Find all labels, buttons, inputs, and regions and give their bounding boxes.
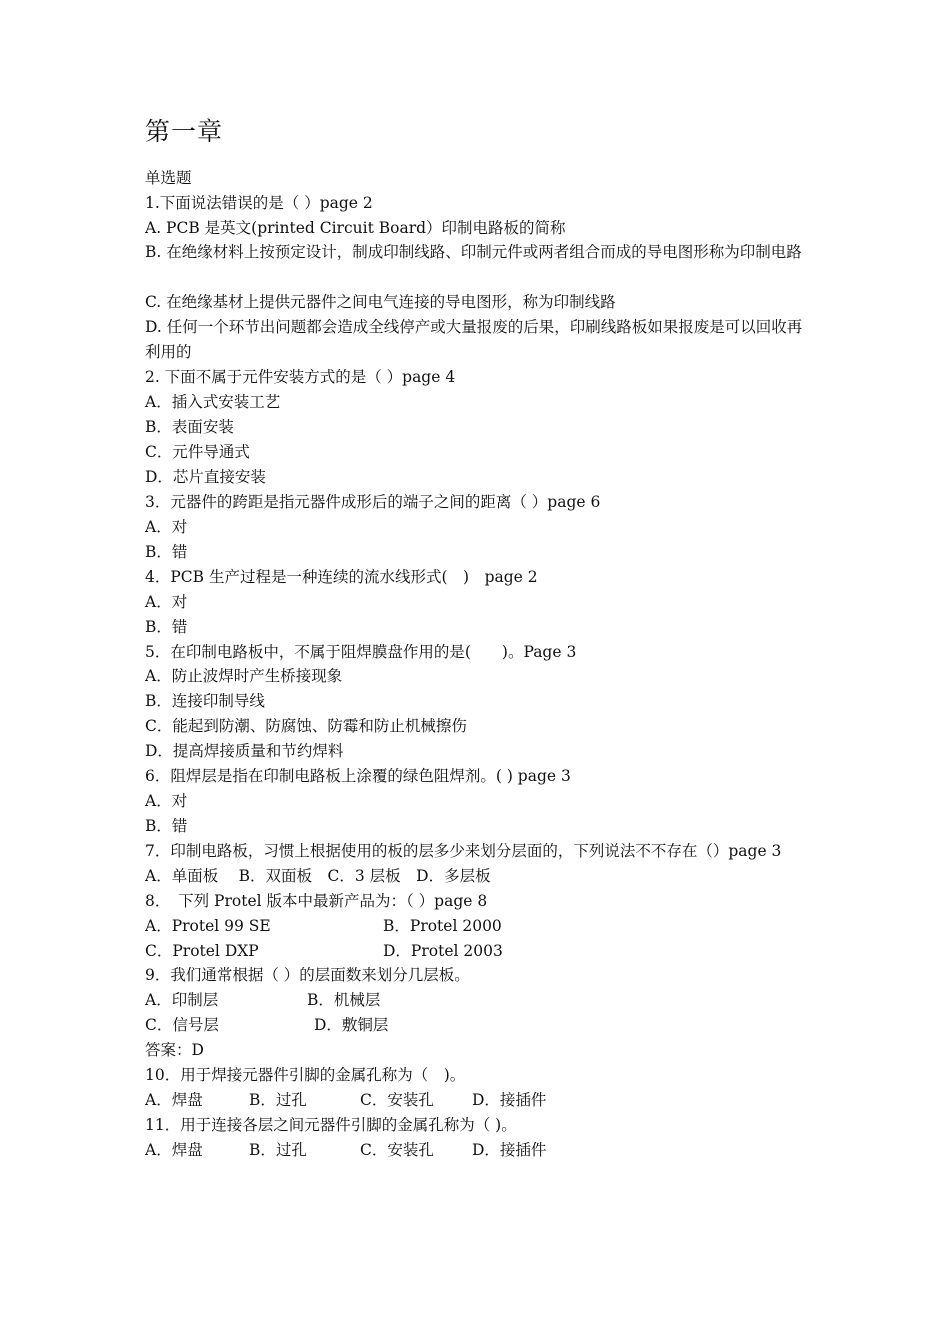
question-stem: 4．PCB 生产过程是一种连续的流水线形式( ) page 2 [145,568,538,586]
option: A．对 [145,792,188,810]
question-stem: 3．元器件的跨距是指元器件成形后的端子之间的距离（ ）page 6 [145,493,601,511]
question-stem: 1.下面说法错误的是（ ）page 2 [145,194,373,212]
option: B．错 [145,618,188,636]
option: B．连接印制导线 [145,692,265,710]
option: B．错 [145,817,188,835]
option: A．印制层 [145,991,219,1009]
option: C．Protel DXP [145,942,259,960]
option: D．接插件 [472,1141,547,1159]
question-stem: 7．印制电路板，习惯上根据使用的板的层多少来划分层面的，下列说法不不存在（）page 3 [145,842,782,860]
option: B．表面安装 [145,418,234,436]
option: B．过孔 [249,1091,307,1109]
chapter-title: 第一章 [145,117,224,146]
option: D．敷铜层 [314,1016,389,1034]
option: B．Protel 2000 [383,917,502,935]
question-stem: 5．在印制电路板中，不属于阻焊膜盘作用的是( )。Page 3 [145,643,577,661]
options-line: A．单面板 B．双面板 C．3 层板 D．多层板 [145,867,491,885]
option: B．过孔 [249,1141,307,1159]
option: A．对 [145,518,188,536]
option: D．提高焊接质量和节约焊料 [145,742,344,760]
option: A．焊盘 [145,1091,203,1109]
option: D．芯片直接安装 [145,468,266,486]
option: B．机械层 [307,991,381,1009]
option: A．对 [145,593,188,611]
option: C. 在绝缘基材上提供元器件之间电气连接的导电图形，称为印制线路 [145,293,616,311]
question-stem: 10．用于焊接元器件引脚的金属孔称为（ )。 [145,1066,466,1084]
section-label: 单选题 [145,169,192,187]
question-stem: 2. 下面不属于元件安装方式的是（ ）page 4 [145,368,456,386]
answer-line: 答案：D [145,1041,204,1059]
question-stem: 11．用于连接各层之间元器件引脚的金属孔称为（ )。 [145,1116,517,1134]
option: A．Protel 99 SE [145,917,271,935]
option: A．防止波焊时产生桥接现象 [145,667,343,685]
option: D．接插件 [472,1091,547,1109]
option: A．焊盘 [145,1141,203,1159]
question-stem: 9．我们通常根据（ ）的层面数来划分几层板。 [145,966,470,984]
option: D．Protel 2003 [383,942,503,960]
question-stem: 6．阻焊层是指在印制电路板上涂覆的绿色阻焊剂。( ) page 3 [145,767,571,785]
option: C．安装孔 [360,1091,434,1109]
question-stem: 8． 下列 Protel 版本中最新产品为：（ ）page 8 [145,892,488,910]
option: C．能起到防潮、防腐蚀、防霉和防止机械擦伤 [145,717,467,735]
option: D. 任何一个环节出问题都会造成全线停产或大量报废的后果，印刷线路板如果报废是可以回收再利用的 [145,318,803,361]
option: C．信号层 [145,1016,219,1034]
option: A．插入式安装工艺 [145,393,281,411]
option: C．元件导通式 [145,443,250,461]
option: B. 在绝缘材料上按预定设计，制成印制线路、印制元件或两者组合而成的导电图形称为印制电路 [145,243,802,261]
option: C．安装孔 [360,1141,434,1159]
option: A. PCB 是英文(printed Circuit Board）印制电路板的简称 [145,219,566,237]
option: B．错 [145,543,188,561]
